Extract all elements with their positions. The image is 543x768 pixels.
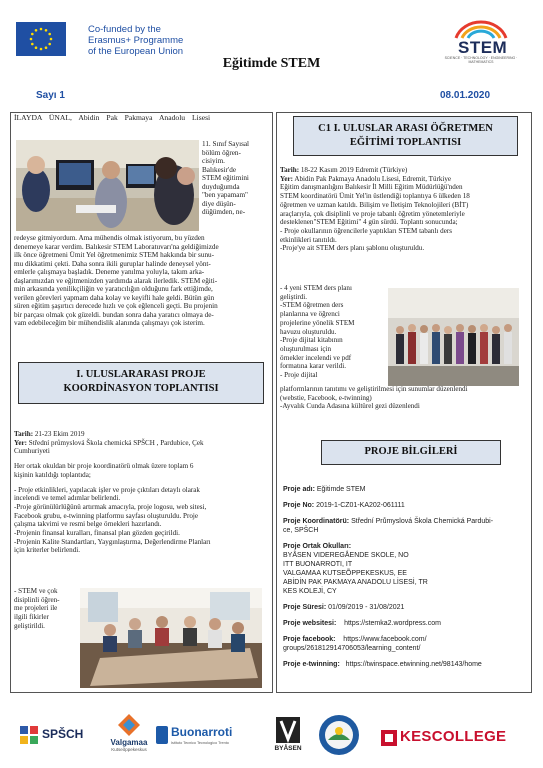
text-line: bir parçası olmak çok güzeldi. bundan sonra daha yaratıcı olmaya de- <box>14 310 214 319</box>
info-value: ce, SPŠCH <box>283 527 319 534</box>
text-line: -Proje'ye ait STEM ders planı şablonu oluşturuldu. <box>280 244 425 253</box>
text-line: (webstie, Facebook, e-twinning) <box>280 393 372 402</box>
text-line: -Projenin Kalite Standartları, Yaygınlaştırma, Değerlendirme Planları <box>14 537 211 546</box>
text-line: oluşturulması için <box>280 344 332 353</box>
buonarroti-logo-sub: Istituto Tecnico Tecnologico Trento <box>171 741 229 745</box>
info-label: Proje Koordinatörü: <box>283 518 350 525</box>
training-side-text <box>280 284 384 380</box>
bullets-side-text <box>14 587 78 631</box>
text-line: ilgili fikirler <box>14 613 49 622</box>
eu-line: of the European Union <box>88 46 184 57</box>
text-line: - STEM ve çok <box>14 587 58 595</box>
training-tail <box>280 385 528 411</box>
byasen-logo-text: BYÅSEN <box>274 745 302 752</box>
partner-item: KES KOLEJİ, CY <box>283 588 337 595</box>
text-line: planlarına ve öğrenci <box>280 310 340 319</box>
text-line: denemeye karar verdim. Balıkesir STEM Laboratuvarı'na geldiğimizde <box>14 242 219 251</box>
eu-cofunded-text <box>88 24 183 57</box>
training-details <box>280 166 528 253</box>
buonarroti-logo-text: Buonarroti <box>171 725 233 739</box>
eu-line: Co-funded by the <box>88 24 161 35</box>
kescollege-logo <box>380 727 530 749</box>
teacher-training-title <box>293 116 518 156</box>
info-label: Proje websitesi: <box>283 620 337 627</box>
eu-line: Erasmus+ Programme <box>88 35 184 46</box>
text-line: verilen görevleri yapmam daha kolay ve keyifli hale geldi. Bütün gün <box>14 293 215 302</box>
text-line: STEM eğitimini <box>202 174 249 183</box>
place-label: Yer: <box>280 174 293 183</box>
text-line: -Proje görünülürlüğünü artırmak amacıyla, proje logosu, web sitesi, <box>14 502 207 511</box>
text-line: incelendi ve temel adımlar belirlendi. <box>14 494 121 503</box>
text-line: projelerine yönelik STEM <box>280 318 355 327</box>
article-side-text <box>202 140 268 217</box>
byasen-logo <box>268 715 308 759</box>
info-label: Proje adı: <box>283 486 315 493</box>
text-line: me projeleri ile <box>14 604 58 613</box>
place-value-cont: Cumhuriyeti <box>14 447 50 456</box>
text-line: - Proje okullarının öğrencilerle yaptıkları STEM tabanlı ders <box>280 226 452 235</box>
text-line: vam edebileceğim bir mühendislik alanında çalışmayı çok isterim. <box>14 319 205 328</box>
text-line: ilk önce öğretmeni Ümit Yel öğretmenimiz STEM hakkında bir sunu- <box>14 251 215 260</box>
text-line: -Proje dijital kitabının <box>280 336 343 345</box>
text-line: havuzu oluşturuldu. <box>280 327 337 336</box>
text-line: için kriterler belirlendi. <box>14 546 80 555</box>
text-line: öğretmen ve uzman katıldı. Bilişim ve İletişim Teknolojileri (BİT) <box>280 200 469 209</box>
students-at-computers-photo <box>16 140 199 231</box>
text-line: platformlarının tanıtımı ve geliştirilmesi için sunumlar düzenlendi <box>280 385 468 393</box>
text-line: - 4 yeni STEM ders planı <box>280 284 352 292</box>
buonarroti-logo <box>155 722 255 756</box>
place-label: Yer: <box>14 438 27 447</box>
date-value: 18-22 Kasım 2019 Edremit (Türkiye) <box>299 166 408 174</box>
etwinning-link[interactable]: https://twinspace.etwinning.net/98143/home <box>345 661 482 668</box>
text-line: etkinlikleri tanıtıldı. <box>280 235 337 244</box>
facebook-link-cont[interactable]: groups/261812914706053/learning_content/ <box>283 645 421 652</box>
text-line: geliştirdi. <box>280 292 307 301</box>
info-label: Proje Ortak Okulları: <box>283 543 352 550</box>
text-line: mu dikkatimi çekti. Daha sonra ikili guruplar halinde deneysel yönt- <box>14 259 211 268</box>
spsch-logo <box>18 722 98 752</box>
article-byline: İLAYDA ÜNAL, Abidin Pak Pakmaya Anadolu Lisesi <box>14 113 211 122</box>
date-label: Tarih: <box>14 430 34 438</box>
stem-logo <box>436 14 526 62</box>
spsch-logo-text: SPŠCH <box>42 727 84 741</box>
title-line: I. ULUSLARARASI PROJE <box>76 369 206 380</box>
text-line: - Proje etkinlikleri, yapılacak işler ve proje çıktıları detaylı olarak <box>14 485 200 494</box>
coordination-meeting-title <box>18 362 264 404</box>
partner-item: ITT BUONARROTI, IT <box>283 561 353 568</box>
info-label: Proje facebook: <box>283 636 336 643</box>
title-line: C1 I. ULUSLAR ARASI ÖĞRETMEN <box>318 123 493 134</box>
text-line: düğümden, ne- <box>202 208 246 217</box>
partner-item: ABİDİN PAK PAKMAYA ANADOLU LİSESİ, TR <box>283 579 428 586</box>
valgamaa-logo-sub: Kutseõppekeskus <box>111 747 147 752</box>
text-line: min arkasında yenilikçiliğin ve yaratıcılığın olduğunu fark ettiğimde, <box>14 285 213 294</box>
valgamaa-logo-text: Valgamaa <box>110 738 148 747</box>
stem-logo-subtitle: SCIENCE · TECHNOLOGY · ENGINEERING · MATHEMATICS <box>444 56 518 64</box>
text-line: Balıkesir'de <box>202 165 237 174</box>
text-line: Her ortak okuldan bir proje koordinatörü olmak üzere toplam 6 <box>14 462 194 471</box>
text-line: daşlarımızdan ve eğitmenizden yardımda alarak ilerledik. STEM eğiti- <box>14 276 218 285</box>
partner-item: BYÅSEN VIDEREGÅENDE SKOLE, NO <box>283 552 409 559</box>
text-line: kişinin katıldığı toplantıda; <box>14 470 91 479</box>
info-label: Proje No: <box>283 502 315 509</box>
kescollege-logo-text: KESCOLLEGE <box>400 728 507 745</box>
text-line: emlerle çalışmaya başladık. Deneme yanılma yoluyla, takım arka- <box>14 268 205 277</box>
text-line: süren eğitim şaşırtıcı derecede hızlı ve çok eğlenceli geçti. Bu projenin <box>14 302 218 311</box>
place-value: Střední průmyslová Škola chemická SPŠCH , Pardubice, Çek <box>27 438 204 447</box>
meeting-table-photo <box>80 588 262 688</box>
website-link[interactable]: https://stemka2.wordpress.com <box>344 620 441 627</box>
info-value: 01/09/2019 - 31/08/2021 <box>326 604 405 611</box>
text-line: "ben yapamam" <box>202 191 248 200</box>
text-line: duyduğumda <box>202 182 240 191</box>
stem-logo-word: STEM <box>458 38 508 57</box>
facebook-link[interactable]: https://www.facebook.com/ <box>343 636 427 643</box>
article-body <box>14 234 268 328</box>
info-value: Střední Průmyslová Škola Chemická Pardubi- <box>349 518 494 525</box>
valgamaa-logo <box>100 712 158 760</box>
partner-item: VALGAMAA KUTSEÕPPEKESKUS, EE <box>283 570 407 577</box>
issue-number: Sayı 1 <box>36 90 65 101</box>
date-label: Tarih: <box>280 166 300 174</box>
text-line: redeyse gitmiyordum. Ama mühendis olmak istiyorum, bu yüzden <box>14 234 205 242</box>
text-line: -STEM öğretmen ders <box>280 301 344 310</box>
eu-flag-logo <box>16 22 66 56</box>
project-info <box>283 485 528 669</box>
info-value: Eğitimde STEM <box>314 486 366 493</box>
text-line: Eğitim danışmanlığını Balıkesir İl Milli Eğitim Müdürlüğü'nden <box>280 183 463 192</box>
place-value: Abidin Pak Pakmaya Anadolu Lisesi, Edremit, Türkiye <box>293 174 452 183</box>
text-line: -Ayvalık Cunda Adasına kültürel gezi düzenlendi <box>280 402 420 411</box>
text-line: - Proje dijital <box>280 371 318 380</box>
title-line: EĞİTİMİ TOPLANTISI <box>349 137 462 148</box>
issue-date: 08.01.2020 <box>440 90 491 101</box>
text-line: Facebook grubu, e-twinning platformu sayfası oluşturuldu. Proje <box>14 511 199 520</box>
date-value: 21-23 Ekim 2019 <box>33 430 85 438</box>
project-info-title: PROJE BİLGİLERİ <box>321 440 501 465</box>
text-line: çalışma takvimi ve resmi belge örnekleri hazırlandı. <box>14 520 162 529</box>
info-value: 2019-1-CZ01-KA202-061111 <box>314 502 405 509</box>
page-title: Eğitimde STEM <box>222 56 321 71</box>
info-label: Proje e-twinning: <box>283 661 340 668</box>
title-line: KOORDİNASYON TOPLANTISI <box>63 383 219 394</box>
text-line: geliştirildi. <box>14 621 45 630</box>
text-line: formatına karar verildi. <box>280 362 346 371</box>
text-line: 11. Sınıf Sayısal <box>202 140 250 148</box>
text-line: -Projenin finansal kuralları, finansal plan gözden geçirildi. <box>14 529 180 538</box>
info-label: Proje Süresi: <box>283 604 327 611</box>
text-line: desteklenen"STEM Eğitimi" 4 gün sürdü. Toplantı sonucunda; <box>280 218 458 227</box>
meeting-details <box>14 430 268 555</box>
abidin-pak-school-seal <box>318 714 360 756</box>
text-line: araçlarıyla, çok disiplinli ve proje tabanlı öğretim yönetemleriyle <box>280 209 465 218</box>
text-line: STEM koordinatörü Ümit Yel'in üstlendiği toplantıya 6 ülkeden 18 <box>280 192 470 201</box>
group-photo <box>388 288 519 386</box>
text-line: örnekler incelendi ve pdf <box>280 353 352 362</box>
text-line: cisiyim. <box>202 157 225 166</box>
text-line: bölüm öğren- <box>202 148 241 157</box>
text-line: disiplinli öğren- <box>14 595 60 604</box>
text-line: diye düşün- <box>202 199 236 208</box>
